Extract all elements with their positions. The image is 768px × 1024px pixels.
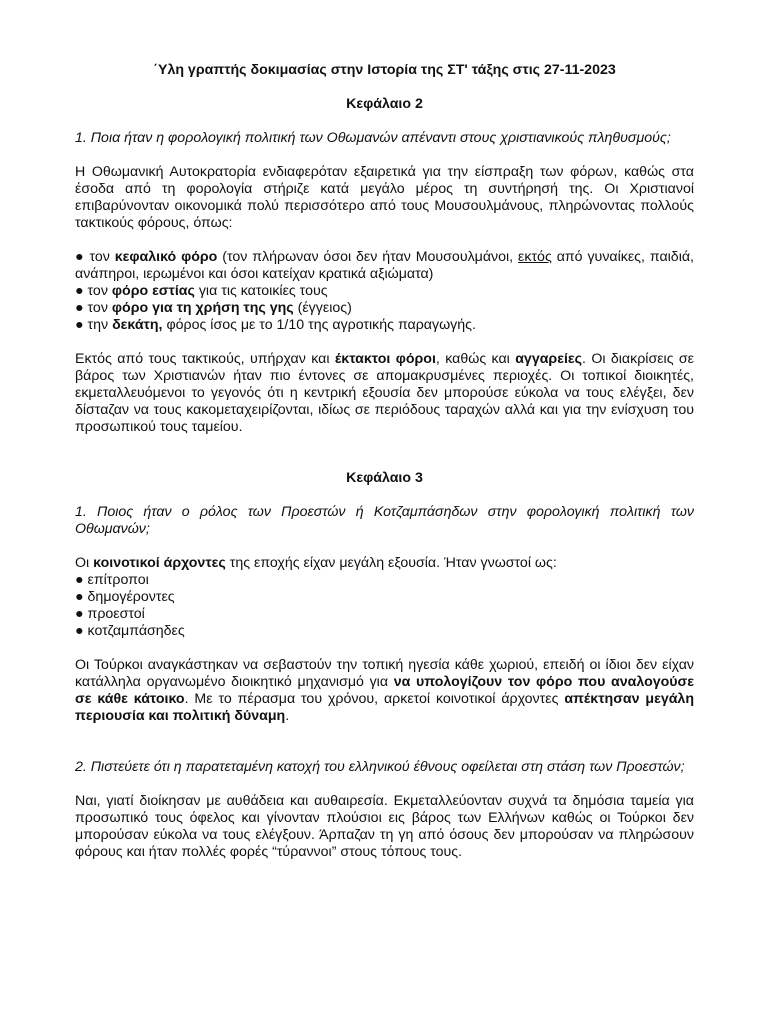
bullet-icon: ● <box>75 589 84 605</box>
list-item: ● επίτροποι <box>75 572 149 588</box>
page-title: ΄Υλη γραπτής δοκιμασίας στην Ιστορία της ΣΤ' τάξης στις 27-11-2023 <box>153 62 616 78</box>
bullet-icon: ● <box>75 283 84 299</box>
bullet-icon: ● <box>75 317 84 333</box>
bullet-icon: ● <box>75 300 84 316</box>
chapter-3-paragraph-3: Ναι, γιατί διοίκησαν με αυθάδεια και αυθαιρεσία. Εκμεταλλεύονταν συχνά τα δημόσια ταμεία για προσωπικό τους όφελος και γίνονταν πλούσιοι εις βάρος των Ελλήνων καθώς οι Τούρκοι δεν μπορούσαν εύκολα να τους ελέγξουν. Άρπαζαν τη γη από όσους δεν μπορούσαν να πληρώσουν φόρους και ήταν πολλές φορές “τύραννοι” στους τόπους τους. <box>75 793 694 860</box>
document-page <box>75 62 694 861</box>
bullet-icon: ● <box>75 606 84 622</box>
list-item: ● δημογέροντες <box>75 589 175 605</box>
chapter-2-paragraph-2: Εκτός από τους τακτικούς, υπήρχαν και έκτακτοι φόροι, καθώς και αγγαρείες. Οι διακρίσεις σε βάρος των Χριστιανών ήταν πιο έντονες σε απομακρυσμένες περιοχές. Οι τοπικοί διοικητές, εκμεταλλευόμενοι το γεγονός ότι η κεντρική εξουσία δεν μπορούσε εύκολα να τους ελέγξει, δεν δίσταζαν να τους κακομεταχειρίζονται, ιδίως σε περιόδους ταραχών αλλά και για την ενίσχυση του προσωπικού τους ταμείου. <box>75 351 694 435</box>
chapter-3-paragraph-2: Οι Τούρκοι αναγκάστηκαν να σεβαστούν την τοπική ηγεσία κάθε χωριού, επειδή οι ίδιοι δεν είχαν κατάλληλα οργανωμένο διοικητικό μηχανισμό για να υπολογίζουν τον φόρο που αναλογούσε σε κάθε κάτοικο. Με το πέρασμα του χρόνου, αρκετοί κοινοτικοί άρχοντες απέκτησαν μεγάλη περιουσία και πολιτική δύναμη. <box>75 657 694 724</box>
list-item: ● προεστοί <box>75 606 145 622</box>
chapter-2-paragraph-1: Η Οθωμανική Αυτοκρατορία ενδιαφερόταν εξαιρετικά για την είσπραξη των φόρων, καθώς στα έσοδα από τη φορολογία στήριζε κατά μεγάλο μέρος τη συντήρησή της. Οι Χριστιανοί επιβαρύνονταν οικονομικά πολύ περισσότερο από τους Μουσουλμάνους, πληρώνοντας πολλούς τακτικούς φόρους, όπως: <box>75 164 694 231</box>
bullet-item-land-tax: ● τον φόρο για τη χρήση της γης (έγγειος) <box>75 300 352 316</box>
bullet-item-head-tax: ● τον κεφαλικό φόρο (τον πλήρωναν όσοι δεν ήταν Μουσουλμάνοι, εκτός από γυναίκες, παιδιά, ανάπηροι, ιερωμένοι και όσοι κατείχαν κρατικά αξιώματα) <box>75 249 694 282</box>
chapter-2-heading: Κεφάλαιο 2 <box>346 96 423 112</box>
bullet-icon: ● <box>75 623 84 639</box>
chapter-2-question-1: 1. Ποια ήταν η φορολογική πολιτική των Οθωμανών απέναντι στους χριστιανικούς πληθυσμούς; <box>75 130 671 146</box>
chapter-3-question-1: 1. Ποιος ήταν ο ρόλος των Προεστών ή Κοτζαμπάσηδων στην φορολογική πολιτική των Οθωμανών; <box>75 504 694 537</box>
chapter-3-question-2: 2. Πιστεύετε ότι η παρατεταμένη κατοχή του ελληνικού έθνους οφείλεται στη στάση των Προεστών; <box>75 759 685 775</box>
list-item: ● κοτζαμπάσηδες <box>75 623 185 639</box>
chapter-3-paragraph-1: Οι κοινοτικοί άρχοντες της εποχής είχαν μεγάλη εξουσία. Ήταν γνωστοί ως: <box>75 555 557 571</box>
bullet-icon: ● <box>75 572 84 588</box>
bullet-icon: ● <box>75 249 85 265</box>
chapter-3-heading: Κεφάλαιο 3 <box>346 470 423 486</box>
bullet-item-tithe: ● την δεκάτη, φόρος ίσος με το 1/10 της αγροτικής παραγωγής. <box>75 317 476 333</box>
bullet-item-hearth-tax: ● τον φόρο εστίας για τις κατοικίες τους <box>75 283 328 299</box>
